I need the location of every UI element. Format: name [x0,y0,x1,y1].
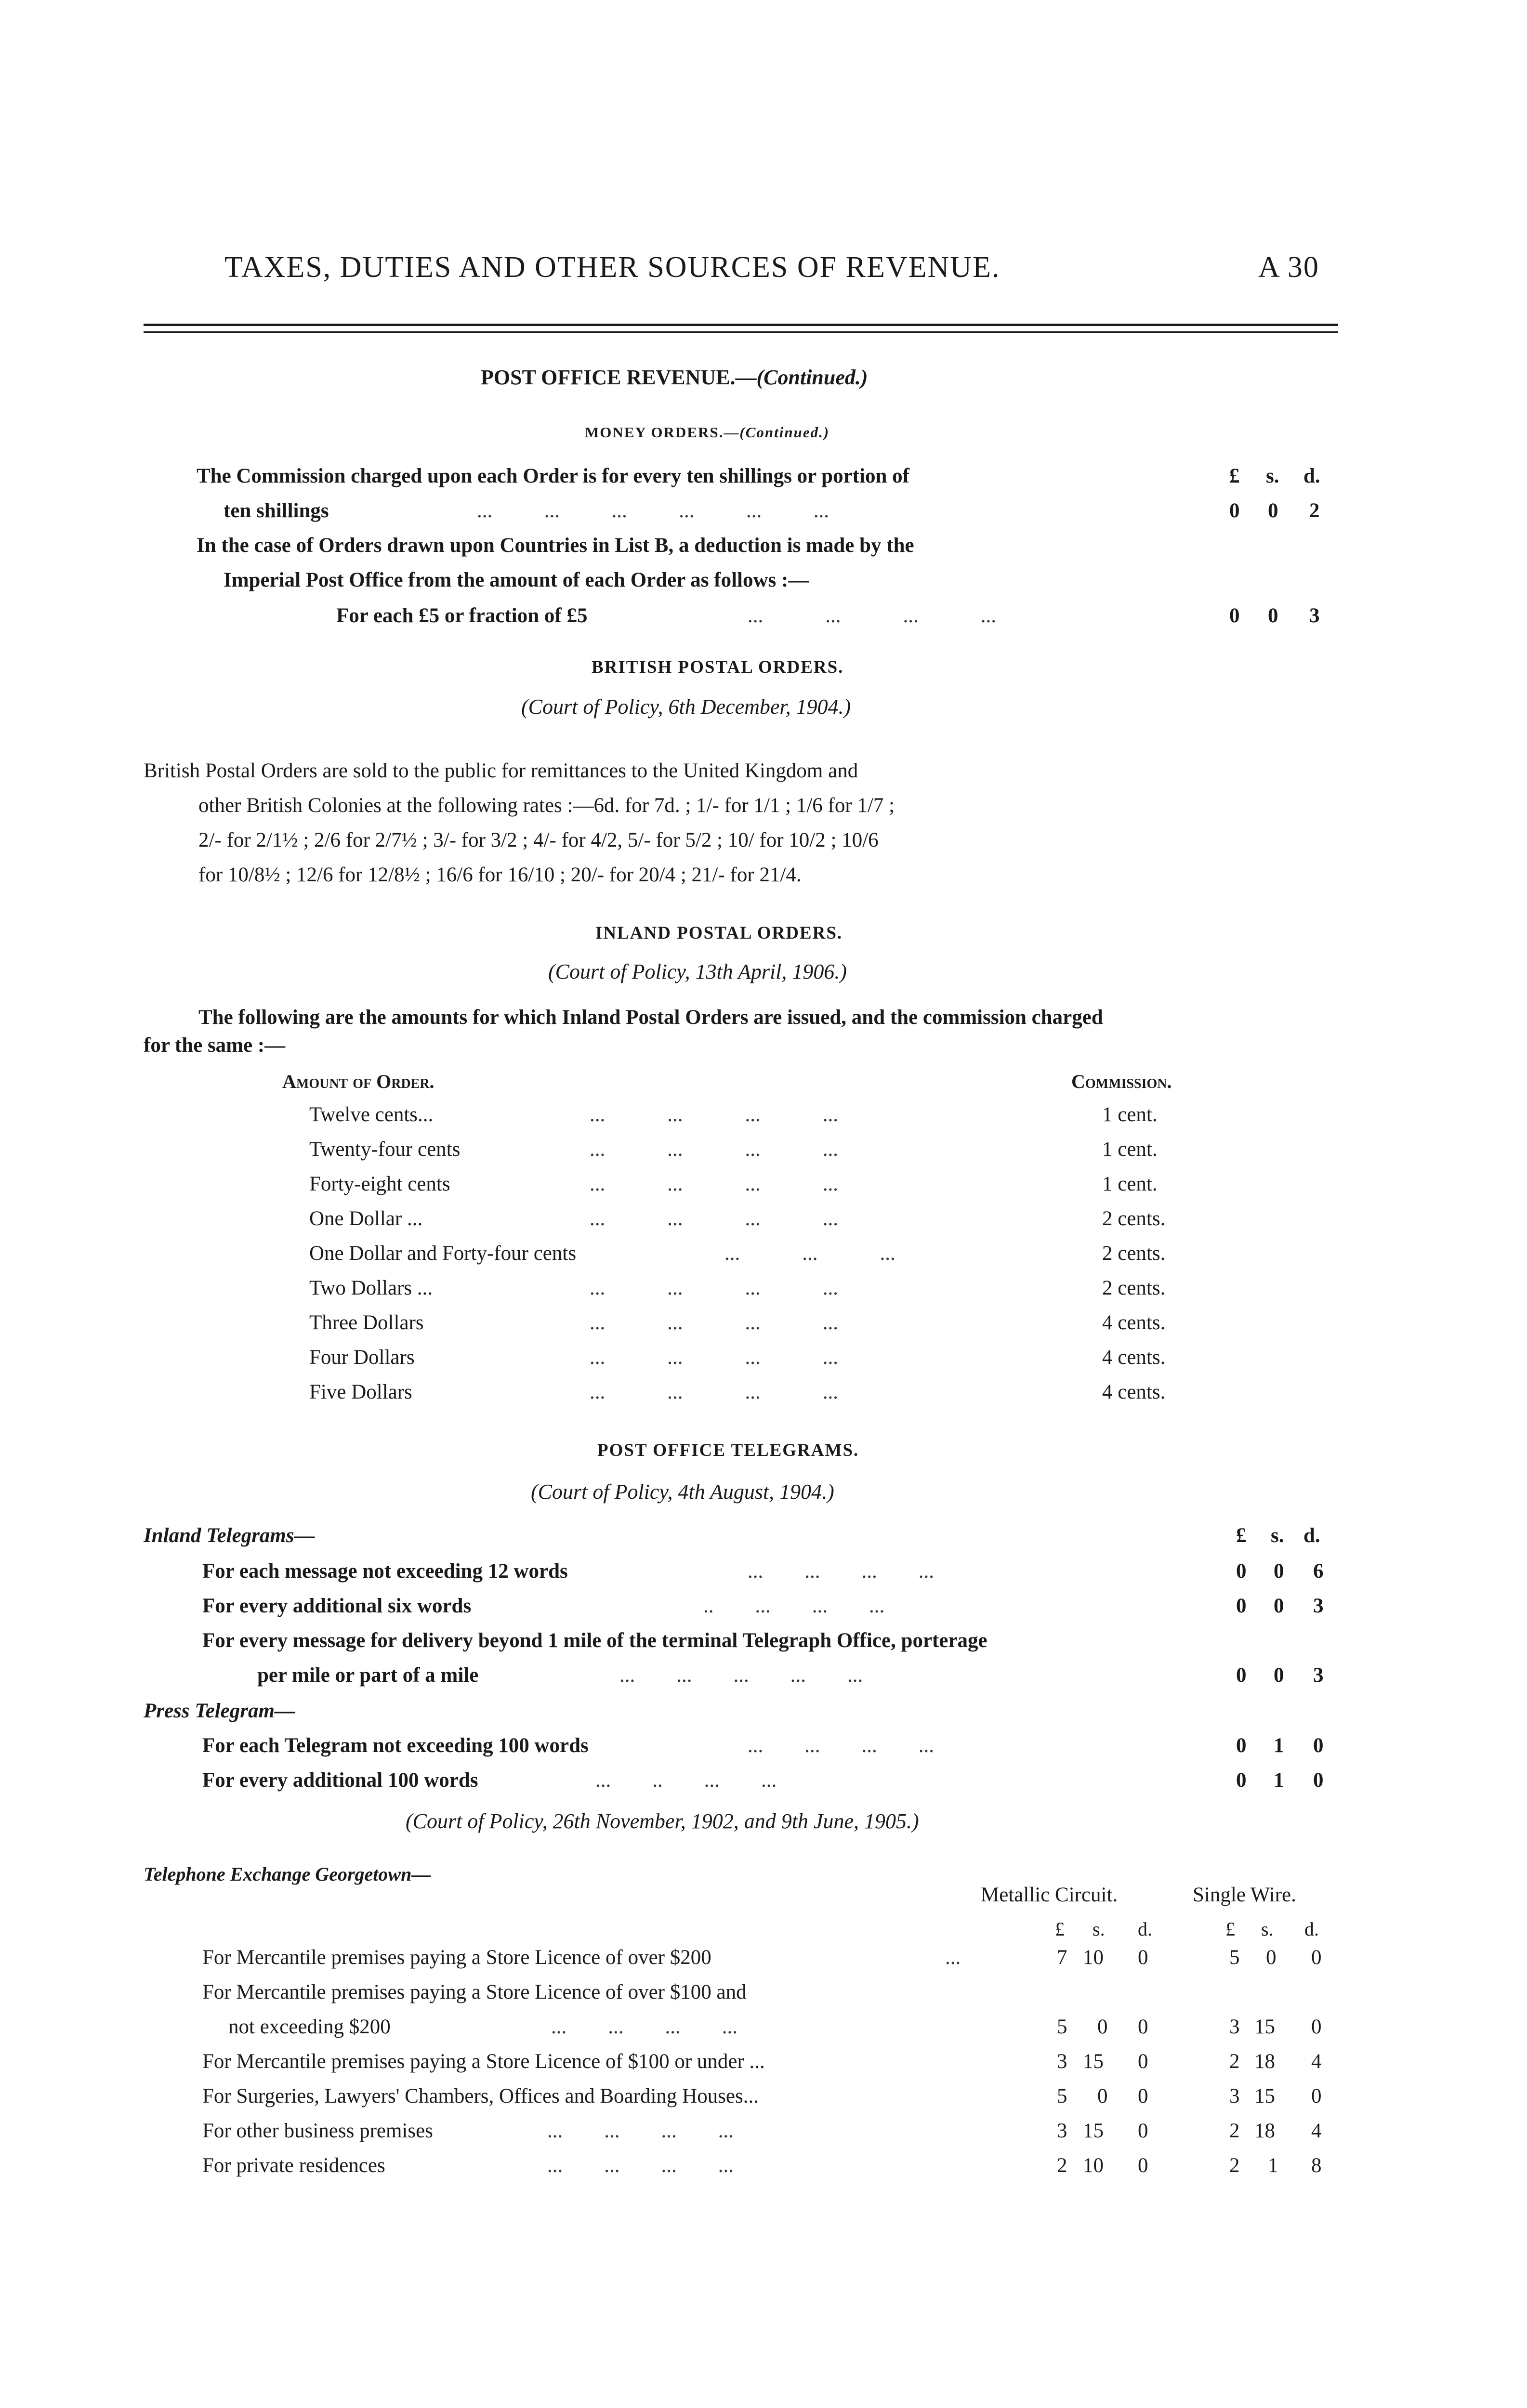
leader-dots: ... ... ... ... [590,1381,838,1403]
page-number: A 30 [1258,251,1319,284]
header-rule-top [144,324,1338,326]
single-s: 0 [1266,1946,1277,1969]
single-s: 18 [1254,2120,1275,2142]
porterage-amount-s: 0 [1274,1664,1284,1687]
commission-amount-d: 2 [1309,499,1320,522]
telephone-heading: Telephone Exchange Georgetown— [144,1863,431,1885]
leader-dots: ... ... ... ... [590,1103,838,1126]
leader-dots: .. ... ... ... [703,1595,885,1617]
amount-pound: 0 [1236,1734,1247,1757]
metallic-s: 0 [1097,2015,1108,2038]
table-row: For private residences [202,2154,385,2177]
leader-dots: ... [945,1946,961,1969]
british-postal-line-1: British Postal Orders are sold to the public for remittances to the United Kingdom and [144,759,858,782]
single-pound: 3 [1229,2085,1240,2107]
list-item [309,1276,433,1300]
single-s: 1 [1268,2154,1278,2177]
metallic-currency-d: d. [1138,1918,1152,1940]
single-currency-d: d. [1304,1918,1319,1940]
single-pound: 2 [1229,2050,1240,2073]
order-amount-label: One Dollar and Forty-four cents [309,1242,577,1265]
list-b-amount-s: 0 [1268,604,1278,627]
money-orders-heading-cont: (Continued.) [739,424,830,441]
order-commission: 1 cent. [1102,1103,1158,1126]
leader-dots: ... .. ... ... [595,1769,777,1792]
single-d: 0 [1311,1946,1322,1969]
leader-dots: ... ... ... ... [590,1311,838,1334]
single-s: 15 [1254,2085,1275,2107]
list-item [309,1172,450,1196]
metallic-d: 0 [1138,2050,1148,2073]
order-amount-label: Five Dollars [309,1381,412,1403]
amount-s: 0 [1274,1595,1284,1617]
metallic-d: 0 [1138,2154,1148,2177]
single-currency-pound: £ [1225,1918,1235,1940]
order-amount-label: Four Dollars [309,1346,415,1369]
metallic-d: 0 [1138,2085,1148,2107]
press-telegram-heading: Press Telegram— [144,1700,295,1722]
currency-pound-header: £ [1229,465,1240,487]
metallic-s: 10 [1083,2154,1104,2177]
inland-postal-heading: INLAND POSTAL ORDERS. [595,923,843,943]
money-orders-heading-text: MONEY ORDERS.— [585,424,740,441]
list-item [309,1242,576,1265]
order-amount-label: Twelve cents... [309,1103,434,1126]
telegrams-court-2: (Court of Policy, 26th November, 1902, and 9th June, 1905.) [406,1809,919,1833]
post-office-heading-cont: (Continued.) [756,366,868,389]
british-postal-court: (Court of Policy, 6th December, 1904.) [521,695,851,719]
porterage-line-1: For every message for delivery beyond 1 mile of the terminal Telegraph Office, porterage [202,1629,987,1652]
metallic-d: 0 [1138,2120,1148,2142]
metallic-currency-pound: £ [1055,1918,1065,1940]
single-d: 4 [1311,2120,1322,2142]
british-postal-line-3: 2/- for 2/1½ ; 2/6 for 2/7½ ; 3/- for 3/2 ; 4/- for 4/2, 5/- for 5/2 ; 10/ for 10/2 ; 10/6 [198,829,879,851]
money-orders-heading [585,424,829,441]
post-office-heading-text: POST OFFICE REVENUE.— [481,366,757,389]
order-amount-label: Two Dollars ... [309,1277,433,1299]
order-commission: 2 cents. [1102,1207,1166,1230]
leader-dots: ... ... ... ... [590,1207,838,1230]
col-metallic-circuit: Metallic Circuit. [981,1884,1118,1906]
tele-currency-pound: £ [1236,1524,1247,1547]
amount-s: 0 [1274,1560,1284,1583]
amount-d: 6 [1313,1560,1324,1583]
table-row: For every additional six words [202,1595,472,1617]
single-d: 0 [1311,2085,1322,2107]
list-b-amount-d: 3 [1309,604,1320,627]
table-row: For each Telegram not exceeding 100 words [202,1734,589,1757]
metallic-s: 10 [1083,1946,1104,1969]
order-amount-label: One Dollar ... [309,1207,423,1230]
list-item [309,1207,422,1230]
table-row: For Mercantile premises paying a Store Licence of over $100 and [202,1981,747,2003]
inland-intro-line-2: for the same :— [144,1034,286,1057]
order-commission: 2 cents. [1102,1242,1166,1265]
amount-s: 1 [1274,1769,1284,1792]
metallic-s: 15 [1083,2120,1104,2142]
amount-pound: 0 [1236,1560,1247,1583]
leader-dots: ... ... ... ... [748,1734,934,1757]
leader-dots: ... ... ... ... [590,1138,838,1161]
british-postal-line-2: other British Colonies at the following rates :—6d. for 7d. ; 1/- for 1/1 ; 1/6 for 1/7 ; [198,794,895,817]
commission-amount-pound: 0 [1229,499,1240,522]
list-b-dots: ... ... ... ... [748,604,996,627]
metallic-currency-s: s. [1093,1918,1105,1940]
leader-dots: ... ... ... ... [551,2015,737,2038]
single-pound: 2 [1229,2154,1240,2177]
single-d: 8 [1311,2154,1322,2177]
currency-s-header: s. [1266,465,1279,487]
order-commission: 2 cents. [1102,1277,1166,1299]
page-header-title: TAXES, DUTIES AND OTHER SOURCES OF REVENUE. [224,251,1000,284]
single-pound: 3 [1229,2015,1240,2038]
order-commission: 4 cents. [1102,1346,1166,1369]
table-row: For Surgeries, Lawyers' Chambers, Offices and Boarding Houses... [202,2085,759,2107]
table-row: For other business premises [202,2120,433,2142]
table-row: For Mercantile premises paying a Store Licence of over $200 [202,1946,711,1969]
porterage-dots: ... ... ... ... ... [619,1664,863,1687]
leader-dots: ... ... ... ... [547,2120,734,2142]
leader-dots: ... ... ... ... [590,1277,838,1299]
table-row-cont: not exceeding $200 [228,2015,391,2038]
order-amount-label: Three Dollars [309,1311,424,1334]
leader-dots: ... ... ... ... [547,2154,734,2177]
list-b-amount-pound: 0 [1229,604,1240,627]
inland-col-commission: Commission. [1071,1071,1172,1092]
amount-pound: 0 [1236,1595,1247,1617]
header-rule-bottom [144,331,1338,333]
order-amount-label: Forty-eight cents [309,1173,450,1195]
col-single-wire: Single Wire. [1193,1884,1296,1906]
commission-line-1: The Commission charged upon each Order is for every ten shillings or portion of [197,465,909,487]
leader-dots: ... ... ... ... [590,1173,838,1195]
single-d: 4 [1311,2050,1322,2073]
amount-d: 0 [1313,1769,1324,1792]
metallic-pound: 7 [1057,1946,1067,1969]
single-currency-s: s. [1261,1918,1274,1940]
commission-dots: ... ... ... ... ... ... [477,499,829,522]
list-item [309,1311,424,1335]
metallic-pound: 3 [1057,2050,1067,2073]
currency-d-header: d. [1303,465,1320,487]
leader-dots: ... ... ... ... [590,1346,838,1369]
list-item [309,1103,433,1126]
british-postal-heading: BRITISH POSTAL ORDERS. [592,657,844,677]
single-s: 15 [1254,2015,1275,2038]
single-d: 0 [1311,2015,1322,2038]
metallic-s: 15 [1083,2050,1104,2073]
inland-telegrams-heading: Inland Telegrams— [144,1524,315,1547]
inland-postal-court: (Court of Policy, 13th April, 1906.) [548,960,847,983]
british-postal-line-4: for 10/8½ ; 12/6 for 12/8½ ; 16/6 for 16/10 ; 20/- for 20/4 ; 21/- for 21/4. [198,864,802,886]
inland-col-amount: Amount of Order. [282,1071,434,1092]
amount-d: 3 [1313,1595,1324,1617]
telegrams-court: (Court of Policy, 4th August, 1904.) [531,1480,834,1504]
porterage-amount-d: 3 [1313,1664,1324,1687]
amount-d: 0 [1313,1734,1324,1757]
order-commission: 4 cents. [1102,1381,1166,1403]
list-item [309,1346,415,1369]
order-commission: 4 cents. [1102,1311,1166,1334]
porterage-amount-pound: 0 [1236,1664,1247,1687]
metallic-d: 0 [1138,1946,1148,1969]
metallic-pound: 3 [1057,2120,1067,2142]
tele-currency-d: d. [1303,1524,1320,1547]
amount-pound: 0 [1236,1769,1247,1792]
metallic-pound: 5 [1057,2015,1067,2038]
list-b-line-2: Imperial Post Office from the amount of each Order as follows :— [224,569,809,591]
porterage-line-2: per mile or part of a mile [257,1664,479,1687]
order-commission: 1 cent. [1102,1138,1158,1161]
amount-s: 1 [1274,1734,1284,1757]
tele-currency-s: s. [1271,1524,1284,1547]
order-amount-label: Twenty-four cents [309,1138,461,1161]
metallic-pound: 5 [1057,2085,1067,2107]
table-row: For Mercantile premises paying a Store Licence of $100 or under ... [202,2050,765,2073]
commission-line-2: ten shillings [224,499,329,522]
inland-intro-line-1: The following are the amounts for which Inland Postal Orders are issued, and the commission charged [198,1006,1103,1029]
metallic-pound: 2 [1057,2154,1067,2177]
single-s: 18 [1254,2050,1275,2073]
single-pound: 5 [1229,1946,1240,1969]
table-row: For each message not exceeding 12 words [202,1560,568,1583]
single-pound: 2 [1229,2120,1240,2142]
post-office-heading [481,365,868,390]
list-b-line-3: For each £5 or fraction of £5 [336,604,588,627]
telegrams-heading: POST OFFICE TELEGRAMS. [597,1440,859,1460]
list-item [309,1380,412,1404]
leader-dots: ... ... ... ... [748,1560,934,1583]
metallic-s: 0 [1097,2085,1108,2107]
order-commission: 1 cent. [1102,1173,1158,1195]
commission-amount-s: 0 [1268,499,1278,522]
list-item [309,1138,460,1161]
list-b-line-1: In the case of Orders drawn upon Countries in List B, a deduction is made by the [197,534,914,557]
leader-dots: ... ... ... [724,1242,895,1265]
metallic-d: 0 [1138,2015,1148,2038]
table-row: For every additional 100 words [202,1769,478,1792]
